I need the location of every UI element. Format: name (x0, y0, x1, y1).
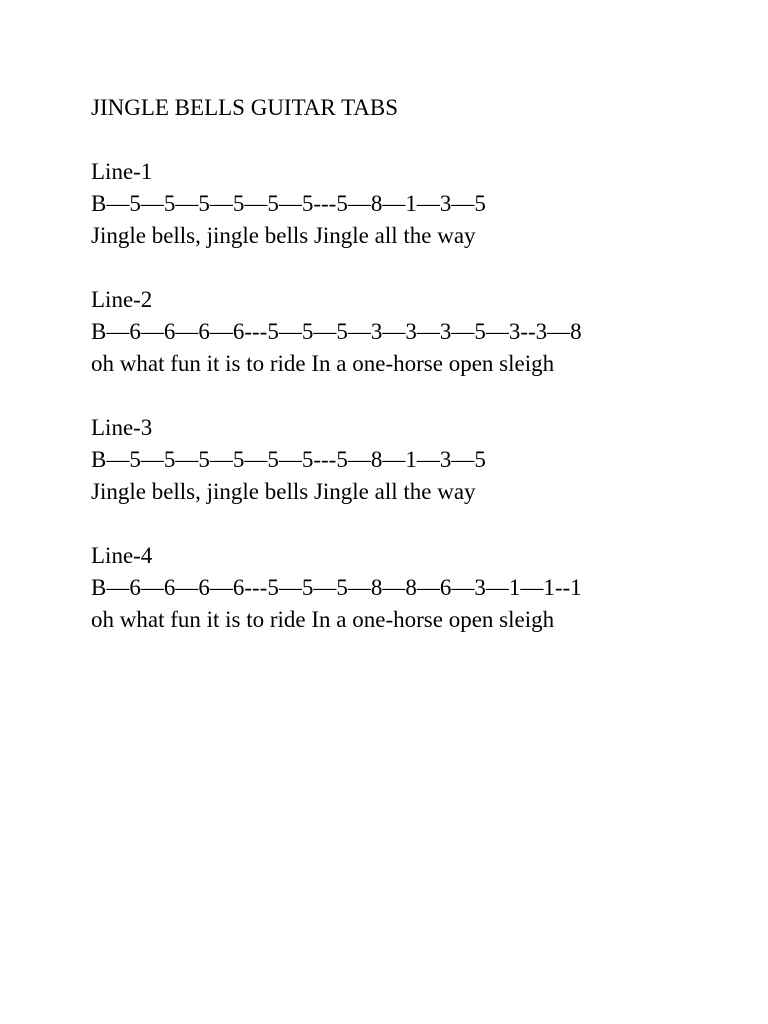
tab-notation: B—6—6—6—6---5—5—5—8—8—6—3—1—1--1 (91, 575, 582, 600)
tab-notation: B—6—6—6—6---5—5—5—3—3—3—5—3--3—8 (91, 319, 582, 344)
lyrics-line: Jingle bells, jingle bells Jingle all the way (91, 479, 476, 504)
tab-section-2 (91, 284, 731, 380)
tab-section-1 (91, 156, 731, 252)
document-body (91, 92, 731, 636)
section-label: Line-3 (91, 415, 153, 440)
tab-section-3 (91, 412, 731, 508)
section-label: Line-2 (91, 287, 153, 312)
lyrics-line: oh what fun it is to ride In a one-horse open sleigh (91, 351, 555, 376)
lyrics-line: oh what fun it is to ride In a one-horse open sleigh (91, 607, 555, 632)
tab-notation: B—5—5—5—5—5—5---5—8—1—3—5 (91, 447, 486, 472)
document-title: JINGLE BELLS GUITAR TABS (91, 95, 399, 120)
section-label: Line-4 (91, 543, 153, 568)
section-label: Line-1 (91, 159, 153, 184)
tab-section-4 (91, 540, 731, 636)
tab-notation: B—5—5—5—5—5—5---5—8—1—3—5 (91, 191, 486, 216)
lyrics-line: Jingle bells, jingle bells Jingle all the way (91, 223, 476, 248)
